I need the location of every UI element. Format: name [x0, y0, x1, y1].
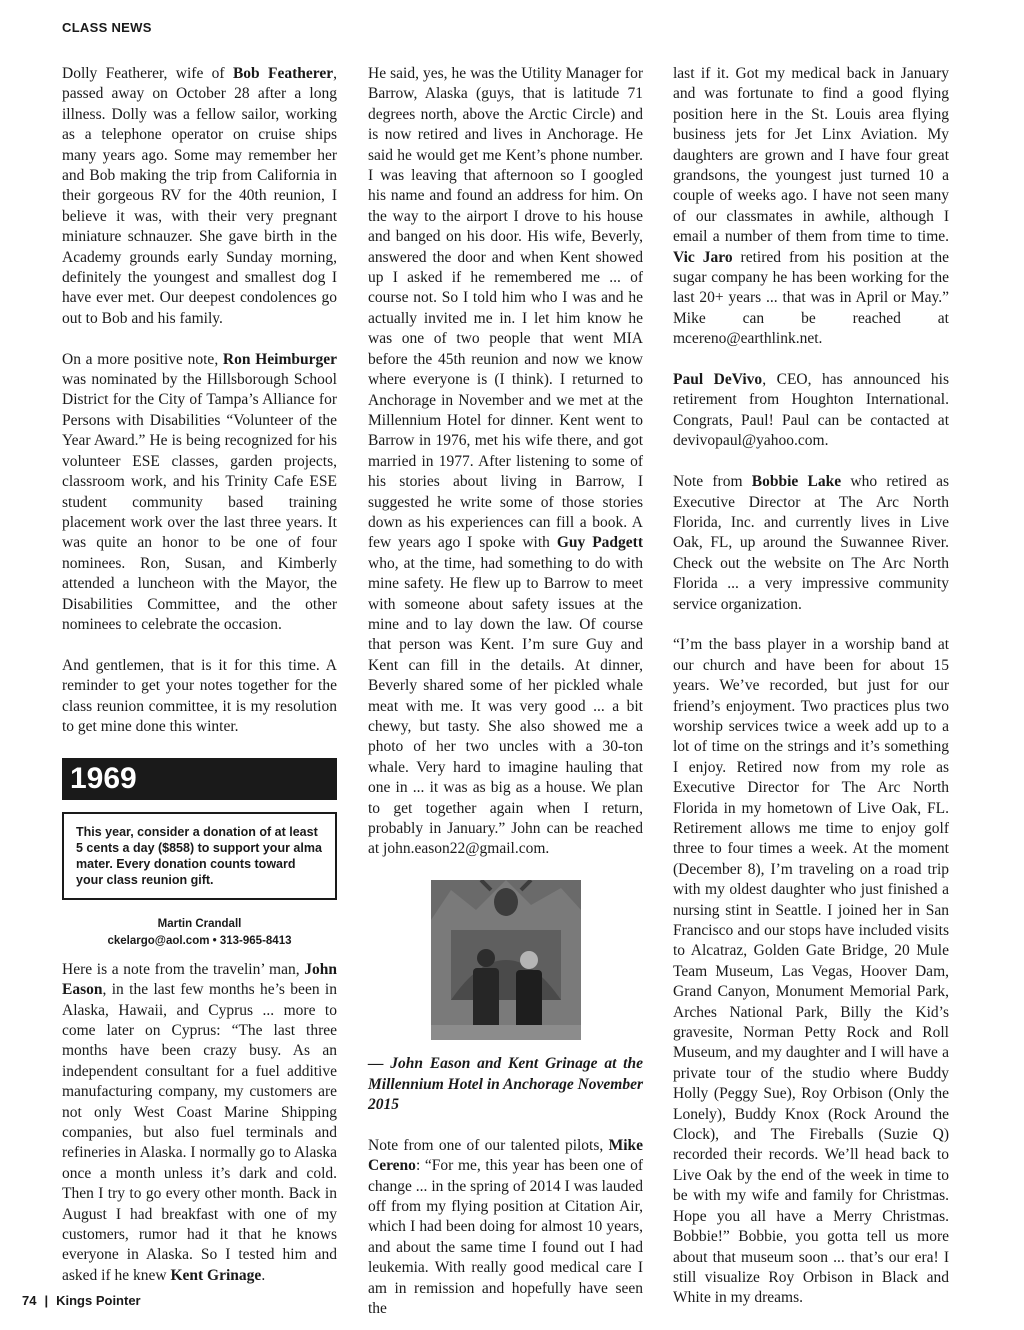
paragraph-devivo: Paul DeVivo, CEO, has announced his retirement from Houghton International. Congrats, Paul! Paul can be contacted at devivopaul@yahoo.com. — [673, 371, 949, 450]
photo-eason-grinage — [431, 880, 581, 1040]
paragraph-cereno-continued: last if it. Got my medical back in January and was fortunate to find a good flying position here in the St. Louis area flying business jets for Jet Linx Aviation. My daughters are grown and I have four great grandsons, the youngest just turned 10 a couple of weeks ago. I have not seen many of our classmates in awhile, although I email a number of them from time to time. Vic Jaro retired from his position at the sugar company he has been working for the last 20+ years ... that was in April or May.” Mike can be reached at mcereno@earthlink.net. — [673, 65, 949, 348]
publication-name: Kings Pointer — [56, 1293, 141, 1308]
page-number: 74 — [22, 1293, 37, 1308]
footer-separator: | — [44, 1293, 49, 1308]
name-mike-cereno: Mike Cereno — [368, 1136, 643, 1175]
paragraph-cereno: Note from one of our talented pilots, Mike Cereno: “For me, this year has been one of change ... in the spring of 2014 I was lauded off from my flying position at Citation Air, which I had been doing for almost 10 years, and about the same time I found out I had leukemia. With really good medical care I am in remission and hopefully have seen the — [368, 1136, 643, 1318]
donation-box: This year, consider a donation of at least 5 cents a day ($858) to support your alma mater. Every donation counts toward your class reunion gift. — [62, 812, 337, 900]
class-year-banner: 1969 — [62, 758, 337, 800]
paragraph-heimburger: On a more positive note, Ron Heimburger was nominated by the Hillsborough School District for the City of Tampa’s Alliance for Persons with Disabilities “Volunteer of the Year Award.” He is being recognized for his volunteer ESE classes, garden projects, classroom work, and his Trinity Cafe ESE student community based training placement work over the last three years. It was quite an honor to be one of four nominees. Ron, Susan, and Kimberly attended a luncheon with the Mayor, the Disabilities Committee, and the other nominees to celebrate the occasion. — [62, 350, 337, 633]
paragraph-eason-continued: He said, yes, he was the Utility Manager for Barrow, Alaska (guys, that is latitude 71 degrees north, above the Arctic Circle) and is now retired and lives in Anchorage. He said he would get me Kent’s phone number. I was leaving that afternoon so I googled his name and found an address for him. On the way to the airport I drove to his house and banged on his door. His wife, Beverly, answered the door and when Kent showed up I asked if he remembered me ... of course not. So I told him who I was and he actually invited me in. I let him know he was one of two people that went MIA before the 45th reunion and now we know where everyone is (I think). I returned to Anchorage in November and we met at the Millennium Hotel for dinner. Kent went to Barrow in 1976, met his wife there, and got married in 1977. After listening to some of his stories about living in Barrow, I suggested he write some of those stories down as his experiences can fill a book. A few years ago I spoke with Guy Padgett who, at the time, had something to do with mine safety. He flew up to Barrow to meet with someone about safety issues at the mine and to lay down the law. Of course that person was Kent. I’m sure Guy and Kent can fill in the details. At dinner, Beverly shared some of her pickled whale meat with me. It was very good ... a bit chewy, but tasty. She also showed me a photo of her two uncles with a 30-ton whale. Very hard to imagine hauling that one in ... it was as big as a house. We plan to get together again when I return, probably in January.” John can be reached at john.eason22@gmail.com. — [368, 65, 644, 858]
column-2 — [368, 64, 643, 1320]
section-label: CLASS NEWS — [62, 20, 152, 35]
name-kent-grinage: Kent Grinage — [170, 1266, 262, 1284]
name-bob-featherer: Bob Featherer — [232, 65, 334, 82]
class-correspondent — [62, 916, 337, 950]
correspondent-contact: ckelargo@aol.com • 313-965-8413 — [107, 934, 292, 947]
name-vic-jaro: Vic Jaro — [673, 248, 733, 266]
photo-caption: — John Eason and Kent Grinage at the Millennium Hotel in Anchorage November 2015 — [368, 1055, 643, 1114]
paragraph-featherer: Dolly Featherer, wife of Bob Featherer, passed away on October 28 after a long illness. Dolly was a fellow sailor, working as a telephone operator on cruise ships many years ago. Some may remember her and Bob making the trip from California in their gorgeous RV for the 40th reunion, I believe it was, with their very pregnant miniature schnauzer. She gave birth in the Academy grounds early Sunday morning, definitely the youngest and smallest dog I have ever met. Our deepest condolences go out to Bob and his family. — [62, 65, 337, 327]
page-footer — [22, 1293, 141, 1308]
photo-illustration — [431, 880, 581, 1040]
name-guy-padgett: Guy Padgett — [556, 534, 644, 552]
paragraph-lake: Note from Bobbie Lake who retired as Executive Director at The Arc North Florida, Inc. and currently lives in Live Oak, FL, up around the Suwannee River. Check out the website on The Arc North Florida ... a very impressive community service organization. — [673, 473, 949, 613]
correspondent-name: Martin Crandall — [157, 917, 242, 930]
name-john-eason: John Eason — [62, 960, 337, 999]
name-paul-devivo: Paul DeVivo — [673, 371, 763, 389]
paragraph-eason: Here is a note from the travelin’ man, John Eason, in the last few months he’s been in Alaska, Hawaii, and Cyprus ... more to come later on Cyprus: “The last three months have been crazy busy. As an independent consultant for a fuel additive manufacturing company, my customers are not only West Coast Marine Shipping companies, but also fuel terminals and refineries in Alaska. I normally go to Alaska once a month unless it’s dark and cold. Then I try to go every other month. Back in August I had breakfast with one of my customers, rumor had it that he knows everyone in Alaska. So I tested him and asked if he knew Kent Grinage. — [62, 960, 337, 1284]
paragraph-closing: And gentlemen, that is it for this time. A reminder to get your notes together for the class reunion committee, it is my resolution to get mine done this winter. — [62, 656, 337, 735]
column-3 — [673, 64, 949, 1309]
name-bobbie-lake: Bobbie Lake — [751, 473, 842, 491]
name-ron-heimburger: Ron Heimburger — [222, 350, 337, 368]
column-1 — [62, 64, 337, 1286]
paragraph-lake-quote: “I’m the bass player in a worship band at our church and have been for about 15 years. We’ve recorded, but just for our friend’s enjoyment. Two practices plus two worship services twice a week add up to a lot of time on the strings and it’s something I enjoy. Retired now from my role as Executive Director for The Arc North Florida in my hometown of Live Oak, FL. Retirement allows me time to enjoy golf three to four times a week. At the moment (December 8), I’m traveling on a road trip with my oldest daughter who just finished a nursing stint in Seattle. I joined her in San Francisco and our stops have included visits to Alcatraz, Golden Gate Bridge, 20 Mule Team Museum, Las Vegas, Hoover Dam, Grand Canyon, Monument Memorial Park, Arches National Park, Billy the Kid’s gravesite, Norman Petty Rock and Roll Museum, and my daughter and I will have a private tour of the studio where Buddy Holly (Peggy Sue), Roy Orbison (Only the Lonely), Buddy Knox (Rock Around the Clock), and The Fireballs (Suzie Q) recorded their records. We’ll head back to Live Oak by the end of the week in time to be with my wife and family for Christmas. Hope you all have a Merry Christmas. Bobbie!” Bobbie, you gotta tell us more about that museum soon ... that’s our era! I still visualize Roy Orbison in Black and White in my dreams. — [673, 636, 949, 1307]
